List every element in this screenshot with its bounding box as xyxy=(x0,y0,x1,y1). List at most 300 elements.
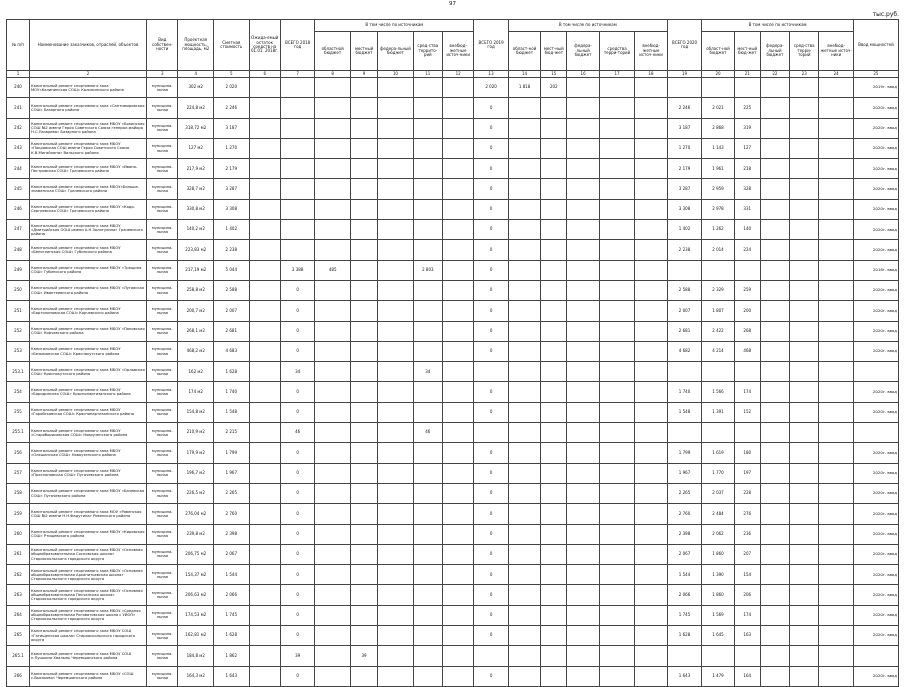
local-2020: 468 xyxy=(734,341,760,361)
local-2019 xyxy=(541,565,567,585)
regional-2018 xyxy=(315,321,351,341)
federal-2020 xyxy=(760,301,789,321)
commissioning: 2020г. ввод xyxy=(853,443,898,463)
table-row xyxy=(7,504,899,524)
table-row xyxy=(7,463,899,483)
extrabudget-2020 xyxy=(819,443,854,463)
federal-2020 xyxy=(760,138,789,158)
local-2020: 328 xyxy=(734,179,760,199)
territories-2018 xyxy=(413,565,442,585)
federal-2020 xyxy=(760,98,789,118)
estimated-cost: 2 238 xyxy=(214,240,250,260)
extrabudget-2019 xyxy=(635,402,667,422)
capacity: 468,2 м2 xyxy=(178,341,214,361)
total-2019: 0 xyxy=(474,585,509,605)
regional-2020: 2 062 xyxy=(702,524,734,544)
regional-2019 xyxy=(508,646,540,666)
commissioning xyxy=(853,646,898,666)
federal-2019 xyxy=(567,544,599,564)
local-2020 xyxy=(734,362,760,382)
extrabudget-2019 xyxy=(635,443,667,463)
estimated-cost: 2 179 xyxy=(214,159,250,179)
object-name: Капитальный ремонт спортивного зала МБОУ «Средняя общеобразовательная Роговатовская школа с УИОП» Старооскольского городского округа xyxy=(30,605,147,625)
estimated-cost: 4 683 xyxy=(214,341,250,361)
column-number: 2 xyxy=(30,71,147,78)
col-header-territories-2018: сред-ства террито-рий xyxy=(413,32,442,71)
total-2020: 3 287 xyxy=(667,179,702,199)
extrabudget-2020 xyxy=(819,626,854,646)
expected-balance xyxy=(249,98,280,118)
regional-2018 xyxy=(315,220,351,240)
extrabudget-2020 xyxy=(819,362,854,382)
territories-2018 xyxy=(413,179,442,199)
federal-2020 xyxy=(760,524,789,544)
commissioning: 2020г. ввод xyxy=(853,382,898,402)
local-2018 xyxy=(350,280,377,300)
object-name: Капитальный ремонт спортивного зала МБОУ «Кировская СОШ» Ртищевского района xyxy=(30,524,147,544)
regional-2020: 1 619 xyxy=(702,443,734,463)
commissioning: 2020г. ввод xyxy=(853,585,898,605)
territories-2020 xyxy=(790,585,819,605)
ownership-type: муниципа-льная xyxy=(147,463,178,483)
column-number: 12 xyxy=(442,71,473,78)
object-name: Капитальный ремонт спортивного зала МБОУ «Безымянская СОШ» Краснокутского района xyxy=(30,341,147,361)
local-2020: 228 xyxy=(734,483,760,503)
object-name: Капитальный ремонт спортивного зала МБОУ «Поповская СОШ» Корчевского района xyxy=(30,321,147,341)
regional-2019 xyxy=(508,463,540,483)
total-2018: 0 xyxy=(280,504,315,524)
federal-2019 xyxy=(567,646,599,666)
federal-2020 xyxy=(760,179,789,199)
extrabudget-2020 xyxy=(819,220,854,240)
total-2018: 0 xyxy=(280,666,315,686)
table-row xyxy=(7,159,899,179)
total-2020: 1 270 xyxy=(667,138,702,158)
total-2020: 1 740 xyxy=(667,382,702,402)
commissioning: 2020г. ввод xyxy=(853,240,898,260)
federal-2020 xyxy=(760,666,789,686)
territories-2019 xyxy=(599,524,635,544)
capacity: 328,7 м2 xyxy=(178,179,214,199)
local-2018 xyxy=(350,301,377,321)
total-2019: 0 xyxy=(474,118,509,138)
regional-2018 xyxy=(315,382,351,402)
column-number: 1 xyxy=(7,71,30,78)
regional-2020: 1 860 xyxy=(702,585,734,605)
territories-2020 xyxy=(790,321,819,341)
extrabudget-2018 xyxy=(442,565,473,585)
local-2019 xyxy=(541,524,567,544)
local-2018 xyxy=(350,626,377,646)
regional-2019 xyxy=(508,118,540,138)
row-number: 265.1 xyxy=(7,646,30,666)
local-2018 xyxy=(350,118,377,138)
col-header-regional-2019: област-ной бюджет xyxy=(508,32,540,71)
territories-2020 xyxy=(790,280,819,300)
regional-2020: 2 037 xyxy=(702,483,734,503)
territories-2018 xyxy=(413,280,442,300)
federal-2018 xyxy=(378,280,414,300)
local-2020: 127 xyxy=(734,138,760,158)
extrabudget-2018 xyxy=(442,98,473,118)
regional-2018 xyxy=(315,341,351,361)
local-2020: 319 xyxy=(734,118,760,138)
extrabudget-2019 xyxy=(635,240,667,260)
total-2020: 2 246 xyxy=(667,98,702,118)
regional-2018 xyxy=(315,565,351,585)
estimated-cost: 1 544 xyxy=(214,565,250,585)
commissioning: 2020г. ввод xyxy=(853,544,898,564)
local-2019 xyxy=(541,666,567,686)
estimated-cost: 1 967 xyxy=(214,463,250,483)
total-2019: 0 xyxy=(474,626,509,646)
expected-balance xyxy=(249,524,280,544)
local-2018 xyxy=(350,159,377,179)
object-name: Капитальный ремонт спортивного зала МБОУ «Ивано-Пестровская СОШ» Грачевского района xyxy=(30,159,147,179)
commissioning: 2020г. ввод xyxy=(853,98,898,118)
object-name: Капитальный ремонт спортивного зала МБОУ «Орловская СОШ» Краснокутского района xyxy=(30,362,147,382)
table-row xyxy=(7,483,899,503)
local-2018 xyxy=(350,524,377,544)
object-name: Капитальный ремонт спортивного зала МБОУ «Бартолиновская СОШ» Корчевского района xyxy=(30,301,147,321)
extrabudget-2020 xyxy=(819,544,854,564)
table-row xyxy=(7,280,899,300)
col-header-extrabudget-2019: внебюд-жетные источ-ники xyxy=(635,32,667,71)
regional-2019 xyxy=(508,443,540,463)
local-2019 xyxy=(541,341,567,361)
extrabudget-2018 xyxy=(442,159,473,179)
commissioning: 2020г. ввод xyxy=(853,626,898,646)
territories-2019 xyxy=(599,402,635,422)
regional-2020 xyxy=(702,362,734,382)
extrabudget-2020 xyxy=(819,280,854,300)
expected-balance xyxy=(249,544,280,564)
table-row xyxy=(7,585,899,605)
commissioning: 2020г. ввод xyxy=(853,159,898,179)
ownership-type: муниципа-льная xyxy=(147,98,178,118)
total-2019: 2 020 xyxy=(474,78,509,98)
row-number: 240 xyxy=(7,78,30,98)
object-name: Капитальный ремонт спортивного зала МБОУ «Основная общеобразовательная Арканитьевская школа» Старооскольского городского округа xyxy=(30,565,147,585)
col-header-federal-2019: федера-льный бюджет xyxy=(567,32,599,71)
federal-2019 xyxy=(567,138,599,158)
commissioning: 2020г. ввод xyxy=(853,118,898,138)
local-2019 xyxy=(541,585,567,605)
capacity: 206,63 м2 xyxy=(178,585,214,605)
regional-2020: 2 329 xyxy=(702,280,734,300)
row-number: 264 xyxy=(7,605,30,625)
territories-2018 xyxy=(413,524,442,544)
capacity: 226,5 м2 xyxy=(178,483,214,503)
regional-2018 xyxy=(315,362,351,382)
regional-2019 xyxy=(508,260,540,280)
total-2019: 0 xyxy=(474,260,509,280)
extrabudget-2019 xyxy=(635,524,667,544)
extrabudget-2018 xyxy=(442,666,473,686)
federal-2018 xyxy=(378,321,414,341)
capacity: 210,9 м2 xyxy=(178,423,214,443)
capacity: 174 м2 xyxy=(178,382,214,402)
federal-2020 xyxy=(760,199,789,219)
object-name: Капитальный ремонт спортивного зала МБОУ СОШ п.Пушкино Хвалынь Черемшанского района xyxy=(30,646,147,666)
federal-2020 xyxy=(760,341,789,361)
ownership-type: муниципа-льная xyxy=(147,443,178,463)
estimated-cost: 1 270 xyxy=(214,138,250,158)
row-number: 244 xyxy=(7,159,30,179)
local-2020: 276 xyxy=(734,504,760,524)
territories-2020 xyxy=(790,504,819,524)
territories-2020 xyxy=(790,443,819,463)
column-number: 3 xyxy=(147,71,178,78)
federal-2019 xyxy=(567,362,599,382)
object-name: Капитальный ремонт спортивного зала МБОУ «Покровская СОШ имени Героя Советского Союза К.В.Мигайлина» Вольского района xyxy=(30,138,147,158)
extrabudget-2018 xyxy=(442,585,473,605)
expected-balance xyxy=(249,423,280,443)
regional-2018 xyxy=(315,118,351,138)
col-header-name: Наименование заказчиков, отраслей, объектов xyxy=(30,20,147,71)
regional-2018 xyxy=(315,402,351,422)
local-2018: 39 xyxy=(350,646,377,666)
total-2018 xyxy=(280,240,315,260)
estimated-cost: 1 548 xyxy=(214,402,250,422)
federal-2020 xyxy=(760,463,789,483)
extrabudget-2019 xyxy=(635,463,667,483)
row-number: 255 xyxy=(7,402,30,422)
federal-2020 xyxy=(760,78,789,98)
total-2019: 0 xyxy=(474,240,509,260)
total-2018: 46 xyxy=(280,423,315,443)
column-number: 4 xyxy=(178,71,214,78)
local-2019 xyxy=(541,98,567,118)
col-header-extrabudget-2018: внебюд-жетные источ-ники xyxy=(442,32,473,71)
territories-2019 xyxy=(599,565,635,585)
federal-2020 xyxy=(760,585,789,605)
regional-2019 xyxy=(508,626,540,646)
federal-2018 xyxy=(378,402,414,422)
extrabudget-2019 xyxy=(635,423,667,443)
expected-balance xyxy=(249,626,280,646)
total-2018 xyxy=(280,98,315,118)
capacity: 154,8 м2 xyxy=(178,402,214,422)
column-number: 10 xyxy=(378,71,414,78)
col-header-capacity: Проектная мощность, площадь, м2 xyxy=(178,20,214,71)
total-2019: 0 xyxy=(474,402,509,422)
estimated-cost: 2 246 xyxy=(214,98,250,118)
extrabudget-2020 xyxy=(819,585,854,605)
regional-2018 xyxy=(315,301,351,321)
federal-2018 xyxy=(378,443,414,463)
estimated-cost: 2 398 xyxy=(214,524,250,544)
extrabudget-2018 xyxy=(442,362,473,382)
ownership-type: муниципа-льная xyxy=(147,301,178,321)
table-row xyxy=(7,78,899,98)
expected-balance xyxy=(249,260,280,280)
total-2018: 3 388 xyxy=(280,260,315,280)
capacity: 164,3 м2 xyxy=(178,666,214,686)
federal-2020 xyxy=(760,504,789,524)
local-2019 xyxy=(541,301,567,321)
federal-2018 xyxy=(378,423,414,443)
regional-2020: 4 214 xyxy=(702,341,734,361)
object-name: Капитальный ремонт спортивного зала «Сантимировская СОШ» Базарного района xyxy=(30,98,147,118)
territories-2019 xyxy=(599,179,635,199)
local-2018 xyxy=(350,138,377,158)
row-number: 243 xyxy=(7,138,30,158)
local-2020: 180 xyxy=(734,443,760,463)
federal-2020 xyxy=(760,118,789,138)
federal-2018 xyxy=(378,199,414,219)
territories-2018 xyxy=(413,585,442,605)
local-2019 xyxy=(541,463,567,483)
federal-2018 xyxy=(378,585,414,605)
local-2020 xyxy=(734,260,760,280)
regional-2019 xyxy=(508,524,540,544)
territories-2020 xyxy=(790,159,819,179)
total-2020 xyxy=(667,78,702,98)
row-number: 251 xyxy=(7,301,30,321)
total-2018 xyxy=(280,78,315,98)
territories-2018 xyxy=(413,159,442,179)
column-number: 24 xyxy=(819,71,854,78)
federal-2019 xyxy=(567,118,599,138)
territories-2020 xyxy=(790,260,819,280)
regional-2020: 1 143 xyxy=(702,138,734,158)
extrabudget-2019 xyxy=(635,626,667,646)
ownership-type: муниципа-льная xyxy=(147,544,178,564)
capacity: 224,8 м2 xyxy=(178,98,214,118)
regional-2020: 2 978 xyxy=(702,199,734,219)
commissioning xyxy=(853,423,898,443)
total-2020: 2 760 xyxy=(667,504,702,524)
federal-2019 xyxy=(567,463,599,483)
federal-2020 xyxy=(760,402,789,422)
regional-2018 xyxy=(315,666,351,686)
table-row xyxy=(7,544,899,564)
territories-2020 xyxy=(790,605,819,625)
extrabudget-2019 xyxy=(635,646,667,666)
territories-2018 xyxy=(413,666,442,686)
capacity: 174,53 м2 xyxy=(178,605,214,625)
commissioning: 2020г. ввод xyxy=(853,666,898,686)
total-2018: 0 xyxy=(280,280,315,300)
regional-2018 xyxy=(315,159,351,179)
estimated-cost: 1 628 xyxy=(214,362,250,382)
extrabudget-2020 xyxy=(819,565,854,585)
federal-2018 xyxy=(378,301,414,321)
local-2019 xyxy=(541,179,567,199)
row-number: 257 xyxy=(7,463,30,483)
extrabudget-2018 xyxy=(442,382,473,402)
object-name: Капитальный ремонт спортивного зала МБОУ «Трещина СОШ» Губинского района xyxy=(30,260,147,280)
territories-2019 xyxy=(599,260,635,280)
local-2019 xyxy=(541,483,567,503)
territories-2018 xyxy=(413,646,442,666)
table-row xyxy=(7,98,899,118)
extrabudget-2020 xyxy=(819,78,854,98)
row-number: 252 xyxy=(7,321,30,341)
extrabudget-2020 xyxy=(819,138,854,158)
local-2018 xyxy=(350,341,377,361)
regional-2019 xyxy=(508,199,540,219)
extrabudget-2020 xyxy=(819,179,854,199)
extrabudget-2019 xyxy=(635,585,667,605)
total-2020 xyxy=(667,260,702,280)
total-2018: 39 xyxy=(280,646,315,666)
regional-2020: 1 390 xyxy=(702,565,734,585)
territories-2018 xyxy=(413,98,442,118)
col-header-local-2018: местный бюджет xyxy=(350,32,377,71)
expected-balance xyxy=(249,565,280,585)
federal-2019 xyxy=(567,341,599,361)
estimated-cost: 3 308 xyxy=(214,199,250,219)
capacity: 276,04 м2 xyxy=(178,504,214,524)
row-number: 246 xyxy=(7,199,30,219)
regional-2018 xyxy=(315,605,351,625)
total-2019: 0 xyxy=(474,565,509,585)
regional-2020: 2 868 xyxy=(702,118,734,138)
total-2020: 1 548 xyxy=(667,402,702,422)
regional-2019 xyxy=(508,504,540,524)
federal-2020 xyxy=(760,626,789,646)
regional-2019 xyxy=(508,382,540,402)
regional-2018: 485 xyxy=(315,260,351,280)
ownership-type: муниципа-льная xyxy=(147,240,178,260)
object-name: Капитальный ремонт спортивного зала МБОУ «Бачевская СОШ» Пугачевского района xyxy=(30,483,147,503)
total-2019: 0 xyxy=(474,443,509,463)
total-2020: 2 588 xyxy=(667,280,702,300)
total-2019 xyxy=(474,423,509,443)
extrabudget-2018 xyxy=(442,179,473,199)
table-row xyxy=(7,362,899,382)
extrabudget-2018 xyxy=(442,199,473,219)
row-number: 260 xyxy=(7,524,30,544)
territories-2020 xyxy=(790,402,819,422)
total-2018: 0 xyxy=(280,565,315,585)
regional-2020: 1 961 xyxy=(702,159,734,179)
object-name: Капитальный ремонт спортивного зала МБОУ «СОШ с.Высоково» Черемшанского района xyxy=(30,666,147,686)
capacity: 223,83 м2 xyxy=(178,240,214,260)
local-2020: 331 xyxy=(734,199,760,219)
total-2018: 0 xyxy=(280,382,315,402)
column-number: 21 xyxy=(734,71,760,78)
ownership-type: муниципа-льная xyxy=(147,402,178,422)
federal-2020 xyxy=(760,565,789,585)
regional-2019 xyxy=(508,179,540,199)
federal-2019 xyxy=(567,98,599,118)
local-2018 xyxy=(350,544,377,564)
ownership-type: муниципа-льная xyxy=(147,362,178,382)
territories-2019 xyxy=(599,341,635,361)
table-row xyxy=(7,321,899,341)
extrabudget-2020 xyxy=(819,504,854,524)
territories-2018 xyxy=(413,118,442,138)
federal-2018 xyxy=(378,463,414,483)
federal-2019 xyxy=(567,240,599,260)
column-number: 17 xyxy=(599,71,635,78)
regional-2018 xyxy=(315,240,351,260)
regional-2020: 1 479 xyxy=(702,666,734,686)
table-row xyxy=(7,199,899,219)
territories-2019 xyxy=(599,605,635,625)
ownership-type: муниципа-льная xyxy=(147,504,178,524)
total-2019: 0 xyxy=(474,544,509,564)
regional-2019 xyxy=(508,605,540,625)
regional-2018 xyxy=(315,524,351,544)
territories-2018 xyxy=(413,504,442,524)
territories-2020 xyxy=(790,199,819,219)
total-2019: 0 xyxy=(474,382,509,402)
federal-2018 xyxy=(378,179,414,199)
